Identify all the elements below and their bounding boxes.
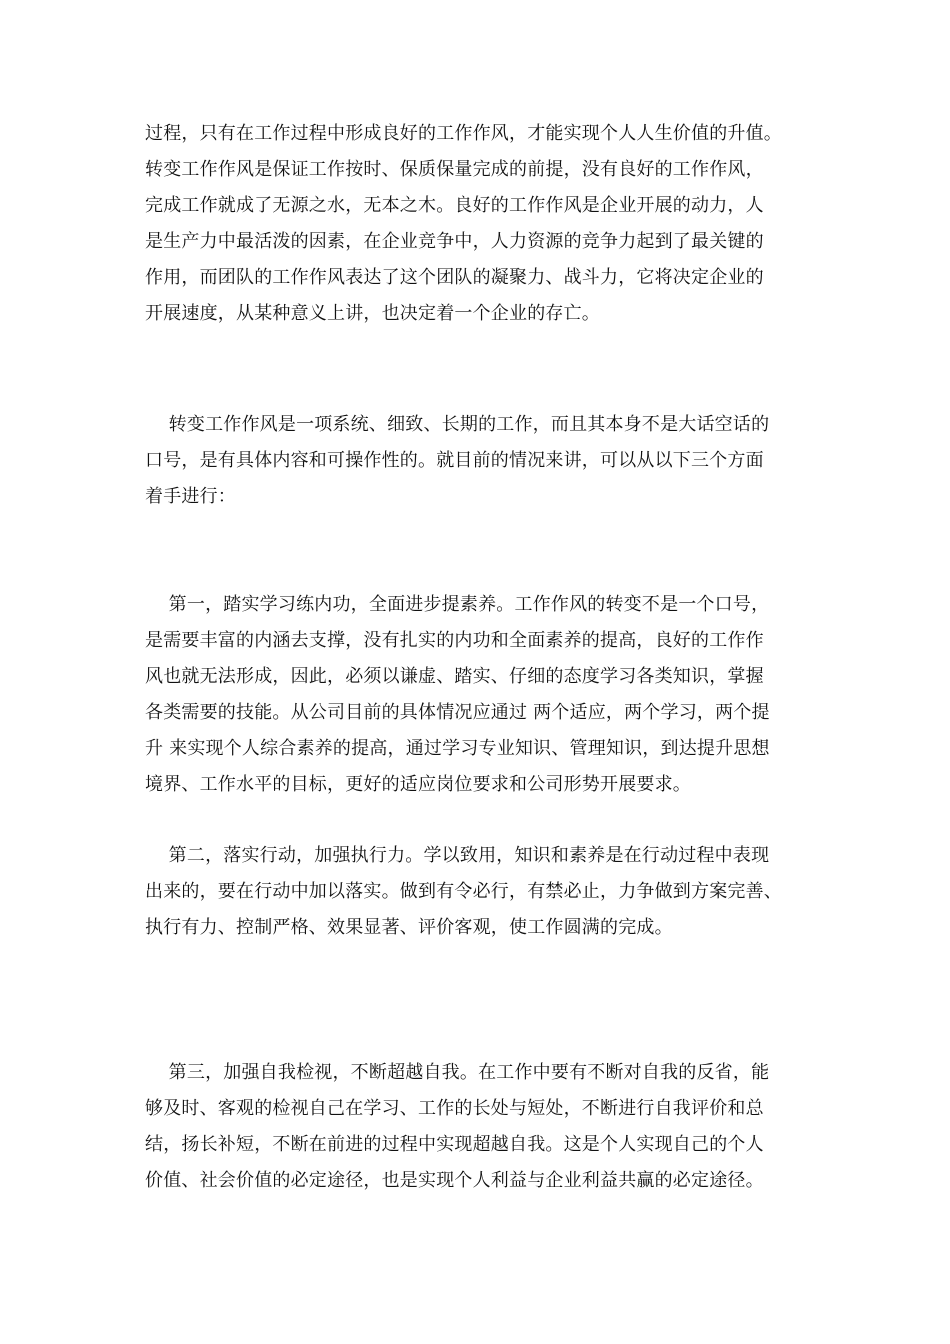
text-line: 着手进行： [145,486,236,507]
paragraph-3 [145,587,810,803]
text-line: 够及时、客观的检视自己在学习、工作的长处与短处，不断进行自我评价和总 [145,1098,764,1119]
paragraph-1 [145,116,810,332]
text-line: 是生产力中最活泼的因素，在企业竞争中，人力资源的竞争力起到了最关键的 [145,231,764,252]
text-line: 转变工作作风是保证工作按时、保质保量完成的前提，没有良好的工作作风， [145,159,764,180]
paragraph-2 [145,407,810,515]
text-line: 作用，而团队的工作作风表达了这个团队的凝聚力、战斗力，它将决定企业的 [145,267,764,288]
text-line: 升 来实现个人综合素养的提高，通过学习专业知识、管理知识，到达提升思想 [145,738,770,759]
paragraph-5 [145,1055,810,1199]
text-line: 第三，加强自我检视，不断超越自我。在工作中要有不断对自我的反省，能 [145,1062,770,1083]
text-line: 开展速度，从某种意义上讲，也决定着一个企业的存亡。 [145,303,600,324]
text-line: 结，扬长补短，不断在前进的过程中实现超越自我。这是个人实现自己的个人 [145,1134,764,1155]
text-line: 各类需要的技能。从公司目前的具体情况应通过 两个适应，两个学习，两个提 [145,702,770,723]
text-line: 完成工作就成了无源之水，无本之木。良好的工作作风是企业开展的动力，人 [145,195,764,216]
text-line: 口号，是有具体内容和可操作性的。就目前的情况来讲，可以从以下三个方面 [145,450,764,471]
text-line: 第二，落实行动，加强执行力。学以致用，知识和素养是在行动过程中表现 [145,845,770,866]
text-line: 境界、工作水平的目标，更好的适应岗位要求和公司形势开展要求。 [145,774,691,795]
paragraph-4 [145,838,810,946]
text-line: 转变工作作风是一项系统、细致、长期的工作，而且其本身不是大话空话的 [145,414,770,435]
text-line: 风也就无法形成，因此，必须以谦虚、踏实、仔细的态度学习各类知识，掌握 [145,666,764,687]
text-line: 执行有力、控制严格、效果显著、评价客观，使工作圆满的完成。 [145,917,673,938]
text-line: 过程，只有在工作过程中形成良好的工作作风，才能实现个人人生价值的升值。 [145,123,782,144]
text-line: 是需要丰富的内涵去支撑，没有扎实的内功和全面素养的提高，良好的工作作 [145,630,764,651]
text-line: 价值、社会价值的必定途径，也是实现个人利益与企业利益共赢的必定途径。 [145,1170,764,1191]
text-line: 出来的，要在行动中加以落实。做到有令必行，有禁必止，力争做到方案完善、 [145,881,782,902]
text-line: 第一，踏实学习练内功，全面进步提素养。工作作风的转变不是一个口号， [145,594,770,615]
